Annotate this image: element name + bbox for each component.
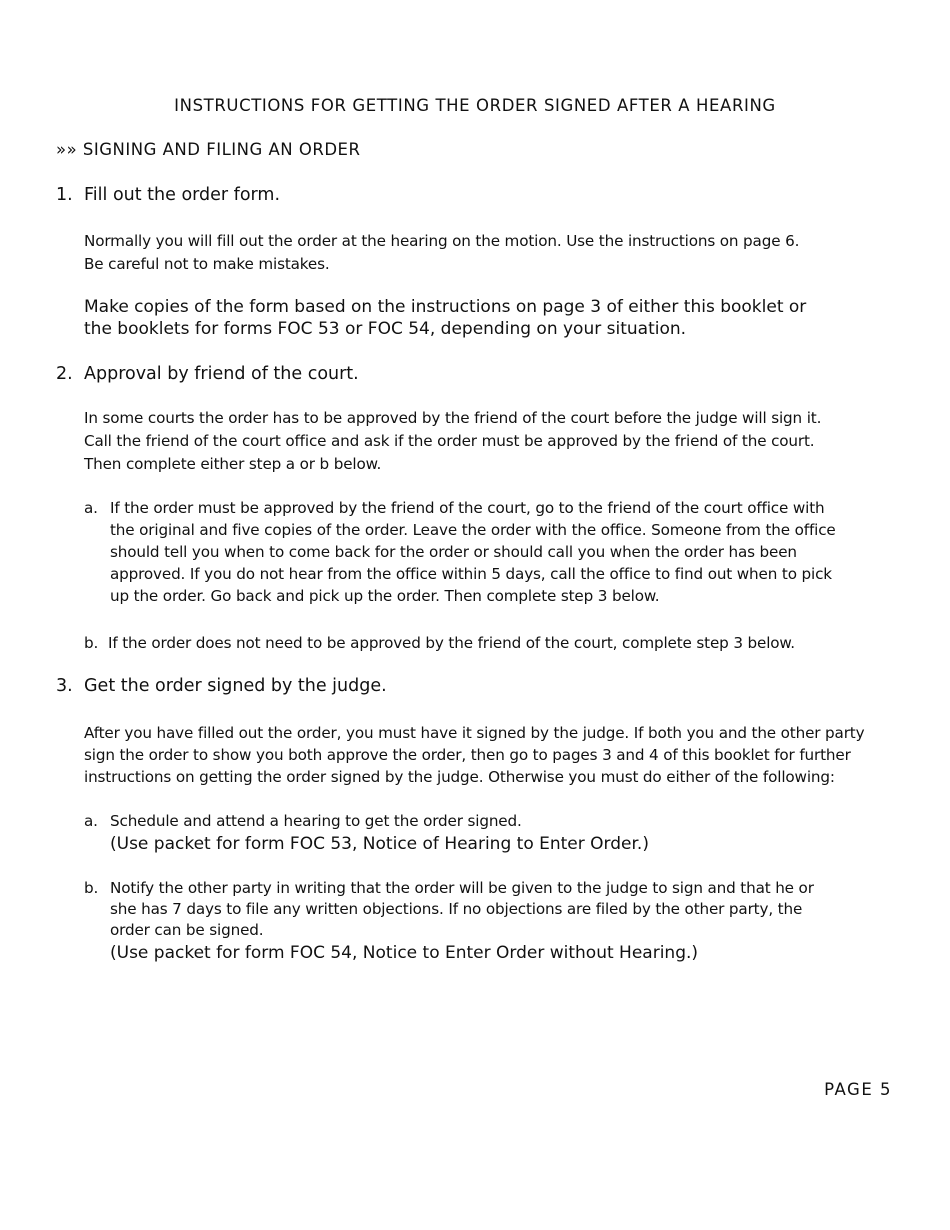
step-number: 1. [56, 185, 73, 205]
step-title-text: Get the order signed by the judge. [84, 676, 387, 696]
subitem-letter: b. [84, 634, 99, 652]
text-line: approved. If you do not hear from the office within 5 days, call the office to find out when to pick [110, 565, 832, 583]
text-line: Call the friend of the court office and ask if the order must be approved by the friend of the court. [84, 432, 815, 450]
step-title-text: Fill out the order form. [84, 185, 281, 205]
subitem-letter: a. [84, 812, 98, 830]
text-line: order can be signed. [110, 921, 264, 939]
text-line: the booklets for forms FOC 53 or FOC 54, depending on your situation. [84, 319, 687, 339]
step-1-title [56, 185, 280, 205]
step-3-paragraph-1 [84, 722, 914, 788]
step-3-subitem-b [84, 878, 904, 965]
text-line: instructions on getting the order signed by the judge. Otherwise you must do either of the following: [84, 768, 835, 786]
text-line: sign the order to show you both approve the order, then go to pages 3 and 4 of this booklet for further [84, 746, 851, 764]
step-3-title [56, 676, 387, 696]
packet-note: (Use packet for form FOC 54, Notice to Enter Order without Hearing.) [110, 943, 699, 963]
text-line: she has 7 days to file any written objections. If no objections are filed by the other party, the [110, 900, 803, 918]
text-line: After you have filled out the order, you must have it signed by the judge. If both you and the other party [84, 724, 865, 742]
page-number: PAGE 5 [824, 1080, 892, 1099]
text-line: up the order. Go back and pick up the order. Then complete step 3 below. [110, 587, 660, 605]
step-3-subitem-a [84, 810, 904, 856]
document-title: INSTRUCTIONS FOR GETTING THE ORDER SIGNED AFTER A HEARING [174, 96, 776, 115]
step-2-subitem-a [84, 497, 904, 607]
step-number: 2. [56, 364, 73, 384]
step-number: 3. [56, 676, 73, 696]
text-line: In some courts the order has to be approved by the friend of the court before the judge will sign it. [84, 409, 822, 427]
text-line: Schedule and attend a hearing to get the order signed. [110, 812, 522, 830]
text-line: the original and five copies of the order. Leave the order with the office. Someone from the office [110, 521, 836, 539]
step-title-text: Approval by friend of the court. [84, 364, 359, 384]
section-heading: »» SIGNING AND FILING AN ORDER [56, 140, 361, 159]
text-line: Normally you will fill out the order at the hearing on the motion. Use the instructions on page 6. [84, 232, 800, 250]
packet-note: (Use packet for form FOC 53, Notice of Hearing to Enter Order.) [110, 834, 649, 854]
step-1-paragraph-1 [84, 230, 904, 276]
subitem-letter: a. [84, 499, 98, 517]
text-line: If the order must be approved by the friend of the court, go to the friend of the court office with [110, 499, 825, 517]
step-2-title [56, 364, 359, 384]
subitem-letter: b. [84, 879, 99, 897]
text-line: Notify the other party in writing that the order will be given to the judge to sign and that he or [110, 879, 814, 897]
text-line: Then complete either step a or b below. [84, 455, 382, 473]
text-line: should tell you when to come back for the order or should call you when the order has been [110, 543, 797, 561]
text-line: Make copies of the form based on the instructions on page 3 of either this booklet or [84, 297, 807, 317]
step-2-paragraph-1 [84, 407, 904, 476]
text-line: If the order does not need to be approved by the friend of the court, complete step 3 below. [108, 634, 795, 652]
step-2-subitem-b [84, 632, 904, 654]
step-1-paragraph-2 [84, 296, 904, 340]
text-line: Be careful not to make mistakes. [84, 255, 330, 273]
